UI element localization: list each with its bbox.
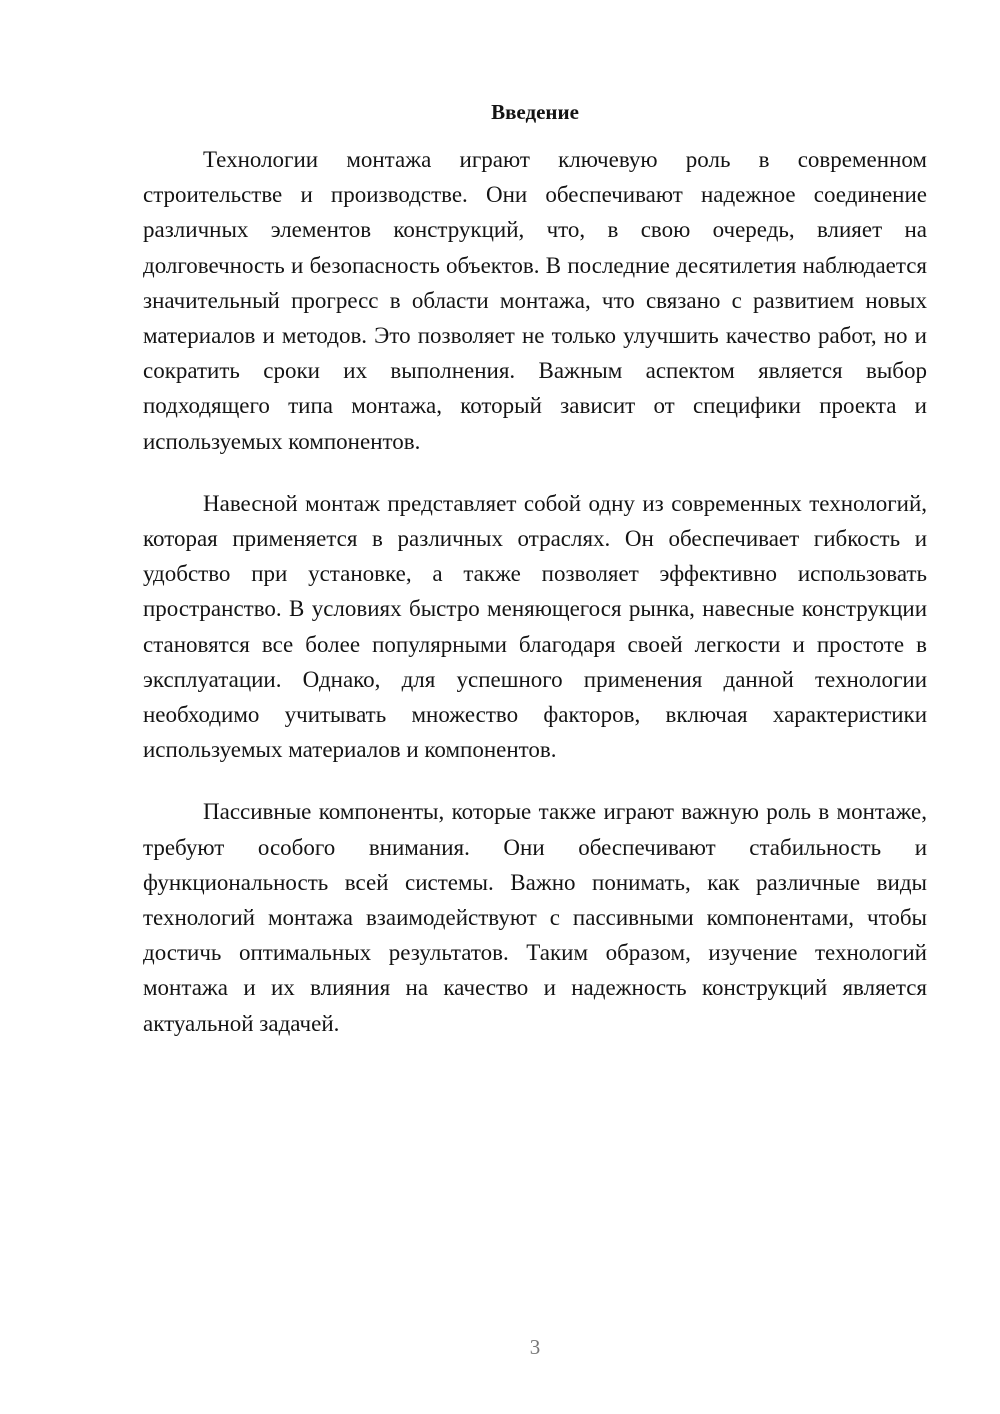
page-number: 3 <box>529 1335 541 1359</box>
paragraph-passive-components: Пассивные компоненты, которые также играют важную роль в монтаже, требуют особого внимания. Они обеспечивают стабильность и функциональность всей системы. Важно понимать, как различные виды технологий монтажа взаимодействуют с пассивными компонентами, чтобы достичь оптимальных результатов. Таким образом, изучение технологий монтажа и их влияния на качество и надежность конструкций является актуальной задачей. <box>143 799 927 1036</box>
paragraph-intro: Технологии монтажа играют ключевую роль в современном строительстве и производстве. Они обеспечивают надежное соединение различных элементов конструкций, что, в свою очередь, влияет на долговечность и безопасность объектов. В последние десятилетия наблюдается значительный прогресс в области монтажа, что связано с развитием новых материалов и методов. Это позволяет не только улучшить качество работ, но и сократить сроки их выполнения. Важным аспектом является выбор подходящего типа монтажа, который зависит от специфики проекта и используемых компонентов. <box>143 147 927 454</box>
body-text <box>143 142 927 1068</box>
paragraph-hanging-mount: Навесной монтаж представляет собой одну из современных технологий, которая применяется в различных отраслях. Он обеспечивает гибкость и удобство при установке, а также позволяет эффективно использовать пространство. В условиях быстро меняющегося рынка, навесные конструкции становятся все более популярными благодаря своей легкости и простоте в эксплуатации. Однако, для успешного применения данной технологии необходимо учитывать множество факторов, включая характеристики используемых материалов и компонентов. <box>143 490 927 763</box>
section-heading: Введение <box>491 100 579 124</box>
